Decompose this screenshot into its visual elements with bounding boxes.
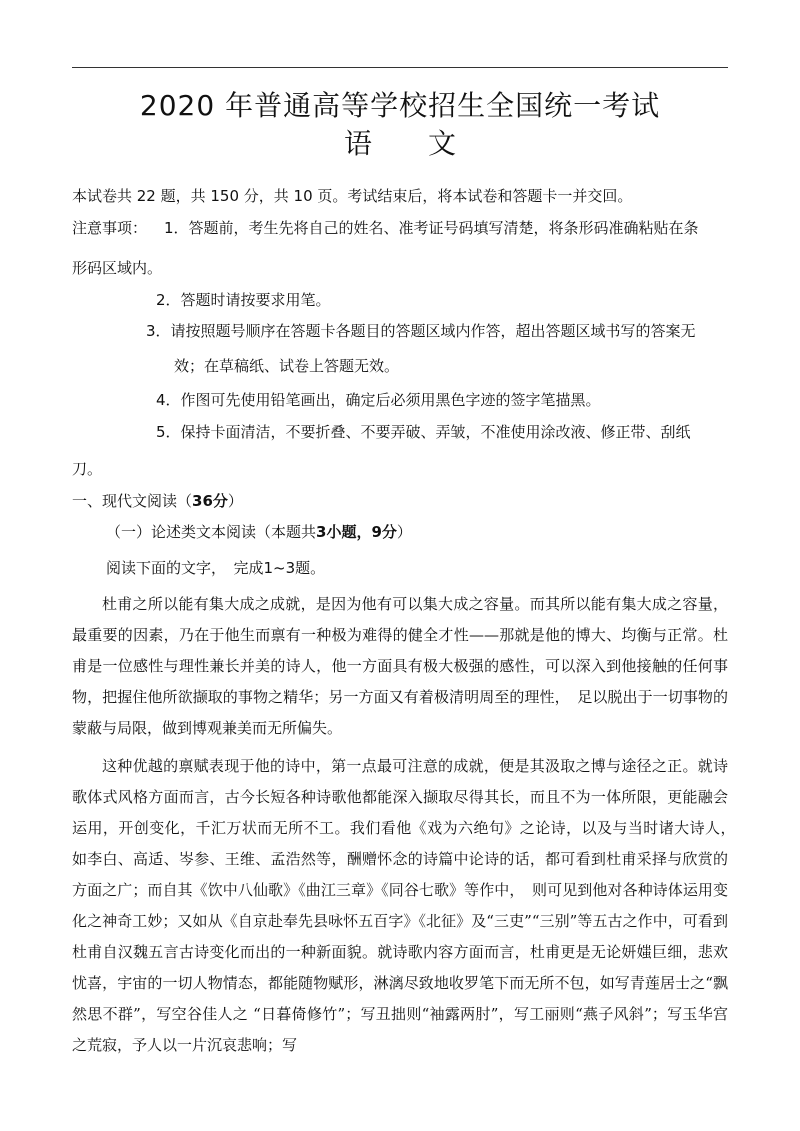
exam-title: 2020 年普通高等学校招生全国统一考试: [139, 89, 661, 122]
note-item-5-line-2: 刀。: [72, 460, 103, 478]
note-item-3-line-1: 3．请按照题号顺序在答题卡各题目的答题区域内作答，超出答题区域书写的答案无: [146, 322, 696, 340]
exam-summary: 本试卷共 22 题，共 150 分，共 10 页。考试结束后，将本试卷和答题卡一并交回。: [72, 187, 633, 205]
note-item-1-line-2: 形码区域内。: [72, 259, 163, 277]
top-rule: [72, 67, 728, 68]
note-item-5-line-1: 5．保持卡面清洁，不要折叠、不要弄破、弄皱，不准使用涂改液、修正带、刮纸: [156, 423, 691, 441]
note-item-4: 4．作图可先使用铅笔画出，确定后必须用黑色字迹的签字笔描黑。: [156, 391, 601, 409]
note-item-3-line-2: 效；在草稿纸、试卷上答题无效。: [174, 357, 400, 375]
reading-directive: 阅读下面的文字， 完成1~3题。: [106, 559, 326, 577]
section-heading: 一、现代文阅读（36分）: [72, 492, 243, 510]
passage-paragraph-1: 杜甫之所以能有集大成之成就，是因为他有可以集大成之容量。而其所以能有集大成之容量，最重要的因素，乃在于他生而禀有一种极为难得的健全才性——那就是他的博大、均衡与正常。杜甫是一位感性与理性兼长并美的诗人，他一方面具有极大极强的感性，可以深入到他接触的任何事物，把握住他所欲撷取的事物之精华；另一方面又有着极清明周至的理性， 足以脱出于一切事物的蒙蔽与局限，做到博观兼美而无所偏失。: [72, 595, 728, 737]
subject-title: 语 文: [343, 127, 456, 160]
subsection-heading: （一）论述类文本阅读（本题共3小题，9分）: [106, 523, 412, 541]
note-item-2: 2．答题时请按要求用笔。: [156, 291, 331, 309]
notes-label: 注意事项：: [72, 219, 148, 237]
note-item-1-line-1: 1．答题前，考生先将自己的姓名、准考证号码填写清楚，将条形码准确粘贴在条: [164, 219, 699, 237]
passage-paragraph-2: 这种优越的禀赋表现于他的诗中，第一点最可注意的成就，便是其汲取之博与途径之正。就诗歌体式风格方面而言，古今长短各种诗歌他都能深入撷取尽得其长，而且不为一体所限，更能融会运用，开创变化，千汇万状而无所不工。我们看他《戏为六绝句》之论诗，以及与当时诸大诗人， 如李白、高适、岑参、王维、孟浩然等，酬赠怀念的诗篇中论诗的话，都可看到杜甫采择与欣赏的方面之广；而自其《饮中八仙歌》《曲江三章》《同谷七歌》等作中， 则可见到他对各种诗体运用变化之神奇工妙；又如从《自京赴奉先县咏怀五百字》《北征》及“三吏”“三别”等五古之作中，可看到杜甫自汉魏五言古诗变化而出的一种新面貌。就诗歌内容方面而言，杜甫更是无论妍媸巨细，悲欢忧喜，宇宙的一切人物情态，都能随物赋形，淋漓尽致地收罗笔下而无所不包，如写青莲居士之“飘然思不群”，写空谷佳人之 “日暮倚修竹”；写丑拙则“袖露两肘”，写工丽则“燕子风斜”；写玉华宫之荒寂，予人以一片沉哀悲响；写: [72, 757, 744, 1054]
